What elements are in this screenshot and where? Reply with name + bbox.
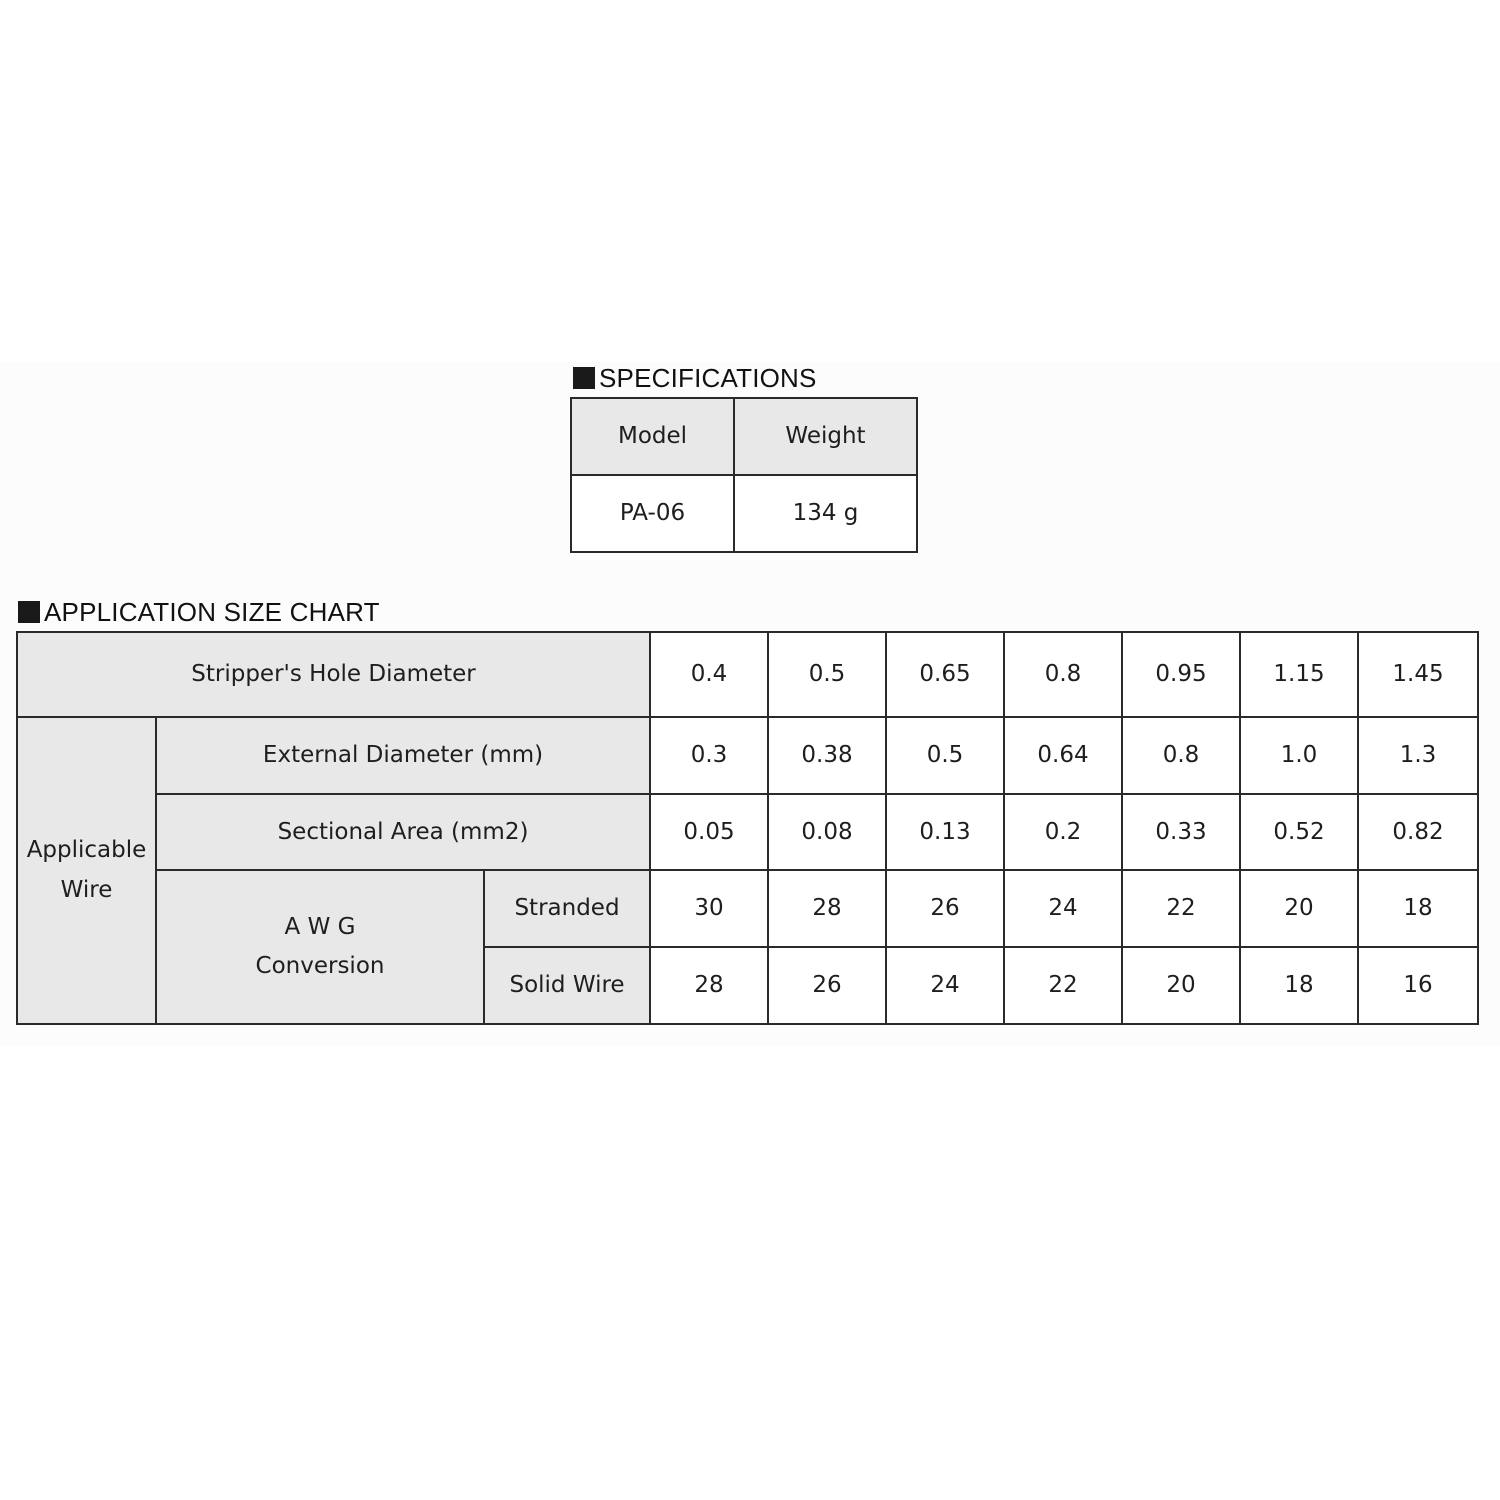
external-diameter-cell: 0.5 bbox=[886, 717, 1004, 794]
hole-diameter-row bbox=[17, 632, 1478, 717]
stranded-label: Stranded bbox=[484, 870, 650, 947]
size-chart-table bbox=[16, 631, 1479, 1025]
external-diameter-cell: 0.3 bbox=[650, 717, 768, 794]
specifications-header-row bbox=[571, 398, 917, 475]
model-value: PA-06 bbox=[571, 475, 734, 552]
solid-awg-cell: 16 bbox=[1358, 947, 1478, 1024]
external-diameter-row bbox=[17, 717, 1478, 794]
external-diameter-cell: 0.64 bbox=[1004, 717, 1122, 794]
stranded-awg-cell: 24 bbox=[1004, 870, 1122, 947]
solid-awg-cell: 20 bbox=[1122, 947, 1240, 1024]
sectional-area-cell: 0.33 bbox=[1122, 794, 1240, 870]
sectional-area-cell: 0.82 bbox=[1358, 794, 1478, 870]
solid-wire-label: Solid Wire bbox=[484, 947, 650, 1024]
sectional-area-cell: 0.08 bbox=[768, 794, 886, 870]
stranded-awg-cell: 20 bbox=[1240, 870, 1358, 947]
solid-awg-cell: 24 bbox=[886, 947, 1004, 1024]
weight-value: 134 g bbox=[734, 475, 917, 552]
stranded-awg-row bbox=[17, 870, 1478, 947]
sectional-area-cell: 0.2 bbox=[1004, 794, 1122, 870]
solid-awg-cell: 22 bbox=[1004, 947, 1122, 1024]
sectional-area-cell: 0.52 bbox=[1240, 794, 1358, 870]
hole-diameter-cell: 0.95 bbox=[1122, 632, 1240, 717]
sectional-area-cell: 0.05 bbox=[650, 794, 768, 870]
specifications-value-row bbox=[571, 475, 917, 552]
external-diameter-cell: 1.0 bbox=[1240, 717, 1358, 794]
hole-diameter-cell: 1.45 bbox=[1358, 632, 1478, 717]
stranded-awg-cell: 26 bbox=[886, 870, 1004, 947]
external-diameter-label: External Diameter (mm) bbox=[156, 717, 650, 794]
solid-awg-cell: 28 bbox=[650, 947, 768, 1024]
stranded-awg-cell: 30 bbox=[650, 870, 768, 947]
external-diameter-cell: 0.38 bbox=[768, 717, 886, 794]
sectional-area-row bbox=[17, 794, 1478, 870]
stranded-awg-cell: 22 bbox=[1122, 870, 1240, 947]
specifications-title bbox=[573, 365, 817, 391]
hole-diameter-label: Stripper's Hole Diameter bbox=[17, 632, 650, 717]
model-header: Model bbox=[571, 398, 734, 475]
hole-diameter-cell: 0.65 bbox=[886, 632, 1004, 717]
sectional-area-cell: 0.13 bbox=[886, 794, 1004, 870]
hole-diameter-cell: 0.4 bbox=[650, 632, 768, 717]
size-chart-title-text: APPLICATION SIZE CHART bbox=[44, 597, 380, 627]
solid-awg-cell: 18 bbox=[1240, 947, 1358, 1024]
weight-header: Weight bbox=[734, 398, 917, 475]
specifications-title-text: SPECIFICATIONS bbox=[599, 363, 817, 393]
external-diameter-cell: 1.3 bbox=[1358, 717, 1478, 794]
hole-diameter-cell: 0.8 bbox=[1004, 632, 1122, 717]
awg-label: A W G bbox=[284, 913, 356, 940]
awg-conversion-label bbox=[156, 870, 484, 1024]
hole-diameter-cell: 0.5 bbox=[768, 632, 886, 717]
conversion-label: Conversion bbox=[255, 953, 385, 979]
square-bullet-icon bbox=[18, 601, 40, 623]
stranded-awg-cell: 28 bbox=[768, 870, 886, 947]
size-chart-title bbox=[18, 599, 380, 625]
stranded-awg-cell: 18 bbox=[1358, 870, 1478, 947]
hole-diameter-cell: 1.15 bbox=[1240, 632, 1358, 717]
external-diameter-cell: 0.8 bbox=[1122, 717, 1240, 794]
specifications-table bbox=[570, 397, 918, 553]
applicable-wire-label: Applicable Wire bbox=[17, 717, 156, 1024]
sectional-area-label: Sectional Area (mm2) bbox=[156, 794, 650, 870]
square-bullet-icon bbox=[573, 367, 595, 389]
solid-awg-cell: 26 bbox=[768, 947, 886, 1024]
